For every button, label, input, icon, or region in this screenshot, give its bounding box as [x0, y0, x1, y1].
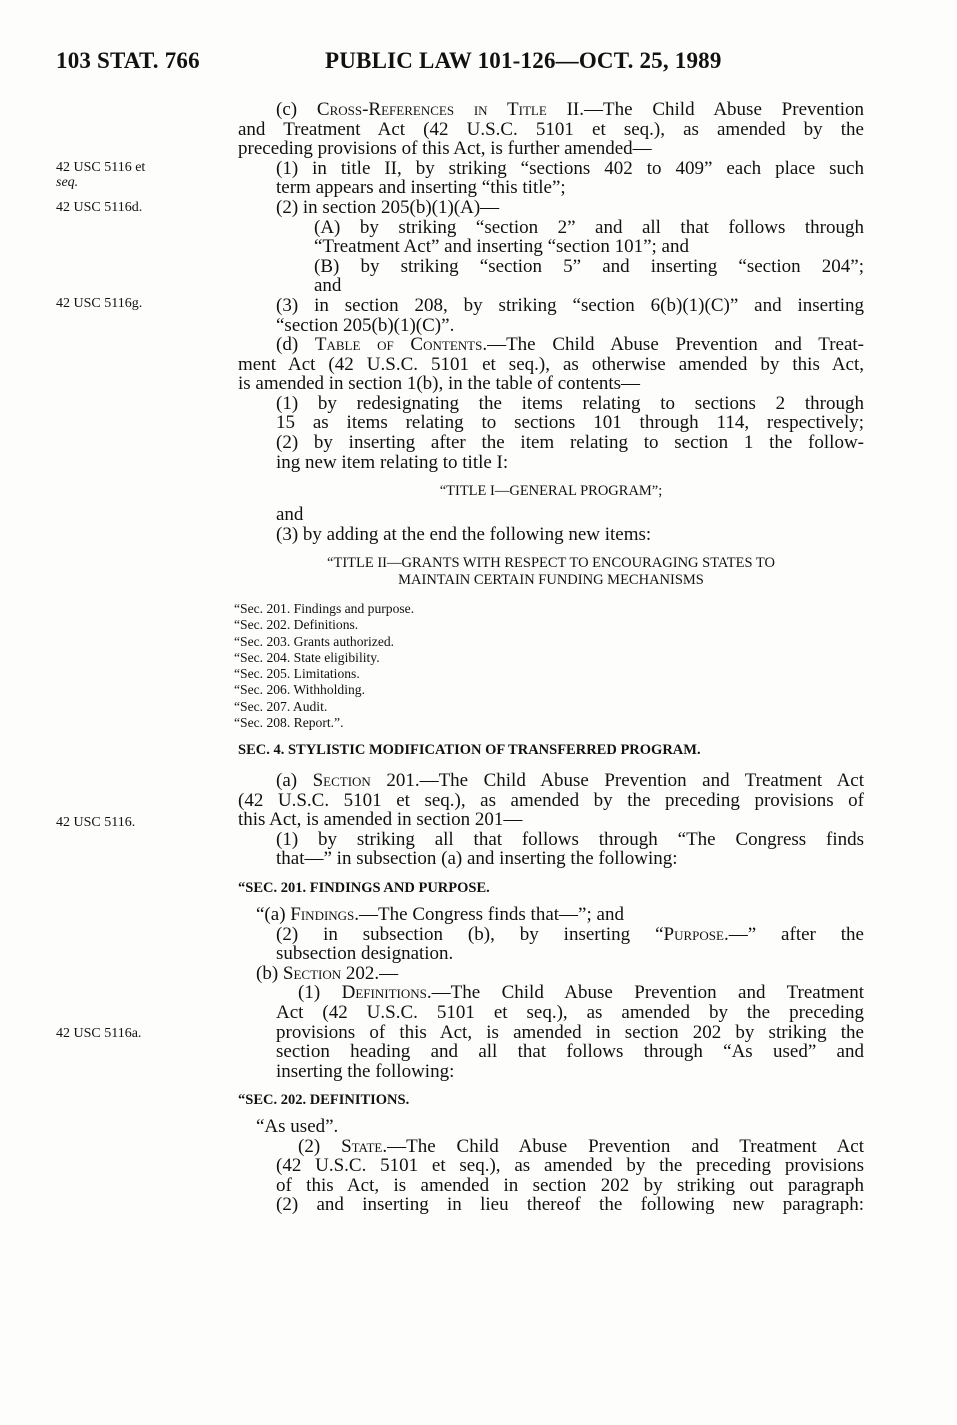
toc-item: “Sec. 206. Withholding. [234, 682, 365, 698]
title-i-item: “TITLE I—GENERAL PROGRAM”; [439, 483, 663, 499]
toc-list [234, 601, 860, 731]
section-d-para-2: (2) by inserting after the item relating to section 1 the follow- [276, 431, 864, 453]
section-c-heading-line: (c) Cross-References in Title II.—The Child Abuse Prevention [276, 99, 864, 120]
section-c-para-B: (B) by striking “section 5” and inserting “section 204”; [314, 255, 864, 277]
toc-item: “Sec. 205. Limitations. [234, 666, 360, 682]
sec-201-heading: “SEC. 201. FINDINGS AND PURPOSE. [238, 880, 490, 896]
section-c-para-3: (3) in section 208, by striking “section 6(b)(1)(C)” and inserting [276, 294, 864, 316]
page-running-title: PUBLIC LAW 101-126—OCT. 25, 1989 [325, 48, 722, 73]
page-stat-citation: 103 STAT. 766 [56, 48, 200, 73]
section-d-table-of-contents: (d) Table of Contents.—The Child Abuse Prevention and Treat- ment Act (42 U.S.C. 5101 et seq.), as otherwise amended by this Act, is amended in section 1(b), in the table of contents— (1) by redesignating the items relating to sections 2 through 15 as items relating to sections 101 through 114, respectively; (2) by inserting after the item relating to section 1 the follow- ing new item relating to title I: [238, 334, 864, 473]
section-c-para-2: (2) in section 205(b)(1)(A)— [276, 196, 500, 218]
margin-note-5116a: 42 USC 5116a. [56, 1026, 142, 1041]
section-d-heading-line: (d) Table of Contents.—The Child Abuse Prevention and Treat- [276, 334, 864, 355]
toc-item: “Sec. 202. Definitions. [234, 617, 359, 633]
toc-item: “Sec. 208. Report.”. [234, 715, 344, 731]
toc-item: “Sec. 204. State eligibility. [234, 649, 380, 665]
section-d-para-3: and (3) by adding at the end the following new items: [276, 504, 652, 545]
section-d-para-1: (1) by redesignating the items relating to sections 2 through [276, 392, 864, 414]
margin-note-5116d: 42 USC 5116d. [56, 200, 143, 215]
toc-item: “Sec. 207. Audit. [234, 698, 328, 714]
section-c-para-1: (1) in title II, by striking “sections 402 to 409” each place such [276, 157, 864, 179]
sec-202-heading: “SEC. 202. DEFINITIONS. [238, 1092, 410, 1108]
section-c-cross-references: (c) Cross-References in Title II.—The Child Abuse Prevention and Treatment Act (42 U.S.C. 5101 et seq.), as amended by the preceding provisions of this Act, is further amended— (1) in title II, by striking “sections 402 to 409” each place such term appears and inserting “this title”; (2) in section 205(b)(1)(A)— (A) by striking “section 2” and all that follows through “Treatment Act” and inserting “section 101”; and (B) by striking “section 5” and inserting “section 204”; and (3) in section 208, by striking “section 6(b)(1)(C)” and inserting “section 205(b)(1)(C)”. [238, 99, 864, 336]
margin-note-5116-et-seq: 42 USC 5116 et seq. [56, 160, 146, 190]
title-ii-item: “TITLE II—GRANTS WITH RESPECT TO ENCOURAGING STATES TO MAINTAIN CERTAIN FUNDING MECHANISMS [327, 555, 775, 588]
section-c-para-A: (A) by striking “section 2” and all that follows through [314, 216, 864, 238]
sec-4-state-paragraph: “As used”. (2) State.—The Child Abuse Prevention and Treatment Act (42 U.S.C. 5101 et seq.), as amended by the preceding provisions of this Act, is amended in section 202 by striking out paragraph (2) and inserting in lieu thereof the following new paragraph: [256, 1116, 864, 1216]
sec-4-findings-and-b: “(a) Findings.—The Congress finds that—”; and (2) in subsection (b), by inserting “Purpose.—” after the subsection designation. (b) Section 202.— (1) Definitions.—The Child Abuse Prevention and Treatment Act (42 U.S.C. 5101 et seq.), as amended by the preceding provisions of this Act, is amended in section 202 by striking the section heading and all that follows through “As used” and inserting the following: [256, 904, 865, 1082]
sec-4-subsection-a: (a) Section 201.—The Child Abuse Prevention and Treatment Act (42 U.S.C. 5101 et seq.), as amended by the preceding provisions of this Act, is amended in section 201— (1) by striking all that follows through “The Congress finds that—” in subsection (a) and inserting the following: [238, 770, 864, 870]
toc-item: “Sec. 201. Findings and purpose. [234, 601, 415, 616]
toc-item: “Sec. 203. Grants authorized. [234, 633, 395, 649]
margin-note-5116g: 42 USC 5116g. [56, 296, 143, 311]
margin-note-5116: 42 USC 5116. [56, 815, 136, 830]
sec-4-heading: SEC. 4. STYLISTIC MODIFICATION OF TRANSFERRED PROGRAM. [238, 742, 701, 758]
